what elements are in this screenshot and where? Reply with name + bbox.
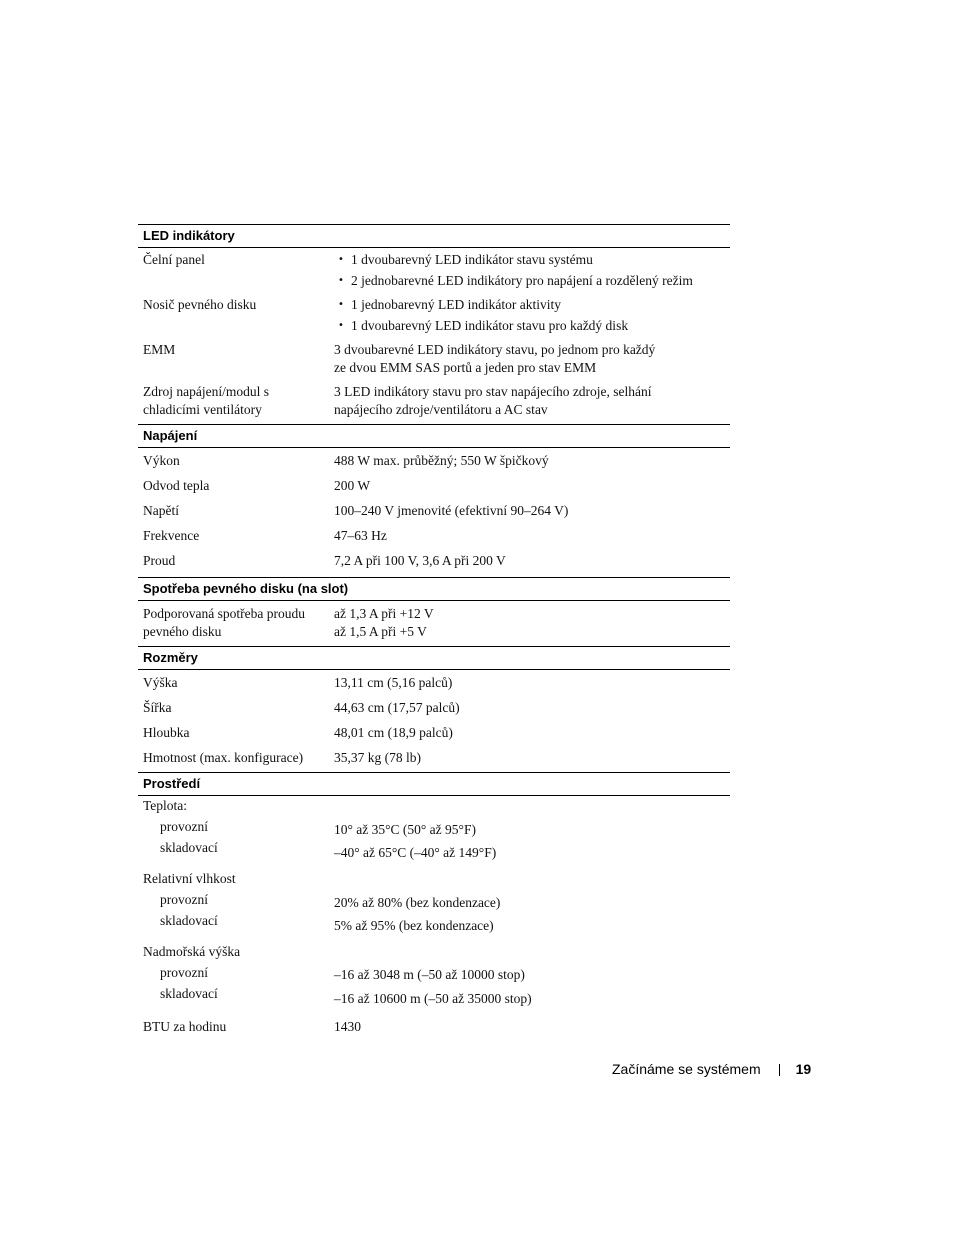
page-number: 19	[795, 1061, 812, 1077]
row-label: Napětí	[143, 503, 179, 518]
row-value: –16 až 3048 m (–50 až 10000 stop)	[334, 967, 525, 982]
sub-label: provozní	[160, 892, 208, 907]
row-label: Frekvence	[143, 528, 200, 543]
humidity-group	[138, 870, 730, 935]
row-value: 47–63 Hz	[334, 528, 387, 543]
dimension-rows	[138, 670, 730, 772]
group-heading-row	[138, 943, 730, 964]
label-line: Podporovaná spotřeba proudu	[143, 606, 305, 621]
group-heading-row	[138, 870, 730, 891]
env-row	[138, 964, 730, 985]
footer-title: Začínáme se systémem	[612, 1061, 761, 1077]
page-footer	[612, 1061, 811, 1077]
value-line: napájecího zdroje/ventilátoru a AC stav	[334, 401, 548, 417]
bullet-list	[334, 251, 730, 292]
dimension-row	[138, 672, 730, 697]
row-label	[138, 383, 334, 418]
specifications-table	[138, 224, 730, 1036]
power-row	[138, 475, 730, 500]
dimension-row	[138, 747, 730, 772]
section-heading-led: LED indikátory	[138, 224, 730, 248]
row-label: Hmotnost (max. konfigurace)	[143, 750, 304, 765]
env-row	[138, 839, 730, 862]
led-row-front-panel	[138, 250, 730, 292]
row-label: EMM	[143, 342, 176, 357]
row-value: 7,2 A při 100 V, 3,6 A při 200 V	[334, 553, 506, 568]
value-line: až 1,3 A při +12 V	[334, 606, 434, 621]
row-value	[334, 605, 730, 640]
footer-divider	[779, 1064, 780, 1076]
env-row	[138, 818, 730, 839]
row-value: 1430	[334, 1019, 361, 1034]
row-label: BTU za hodinu	[143, 1019, 227, 1034]
power-row	[138, 550, 730, 575]
environment-rows	[138, 796, 730, 1036]
label-line: pevného disku	[143, 623, 222, 639]
section-heading-drive-power: Spotřeba pevného disku (na slot)	[138, 577, 730, 601]
row-label: Nosič pevného disku	[143, 297, 257, 312]
label-line: Zdroj napájení/modul s	[143, 384, 269, 399]
power-rows	[138, 448, 730, 577]
led-row-drive-carrier	[138, 292, 730, 337]
value-line: až 1,5 A při +5 V	[334, 623, 427, 639]
label-line: chladicími ventilátory	[143, 401, 262, 417]
row-value: 10° až 35°C (50° až 95°F)	[334, 822, 476, 837]
power-row	[138, 500, 730, 525]
row-label: Hloubka	[143, 725, 190, 740]
row-value: 35,37 kg (78 lb)	[334, 750, 421, 765]
value-line: 3 dvoubarevné LED indikátory stavu, po jednom pro každý	[334, 342, 656, 357]
sub-label: skladovací	[160, 913, 218, 928]
group-label: Nadmořská výška	[143, 944, 241, 959]
value-line: ze dvou EMM SAS portů a jeden pro stav EMM	[334, 359, 597, 375]
bullet-list	[334, 296, 730, 337]
temperature-group	[138, 797, 730, 862]
value-line: 3 LED indikátory stavu pro stav napájecího zdroje, selhání	[334, 384, 652, 399]
btu-row	[138, 1016, 730, 1036]
row-label: Proud	[143, 553, 176, 568]
drive-rows	[138, 601, 730, 646]
row-value	[334, 296, 730, 337]
section-heading-power: Napájení	[138, 424, 730, 448]
power-row	[138, 450, 730, 475]
led-rows	[138, 248, 730, 424]
section-heading-environment: Prostředí	[138, 772, 730, 796]
group-label: Relativní vlhkost	[143, 871, 236, 886]
row-value: 48,01 cm (18,9 palců)	[334, 725, 453, 740]
sub-label: provozní	[160, 965, 208, 980]
row-label: Výška	[143, 675, 178, 690]
row-value: –40° až 65°C (–40° až 149°F)	[334, 845, 497, 860]
row-label: Výkon	[143, 453, 180, 468]
group-label: Teplota:	[143, 798, 188, 813]
row-value: –16 až 10600 m (–50 až 35000 stop)	[334, 991, 532, 1006]
row-value: 5% až 95% (bez kondenzace)	[334, 918, 494, 933]
row-value: 44,63 cm (17,57 palců)	[334, 700, 460, 715]
power-row	[138, 525, 730, 550]
env-row	[138, 891, 730, 912]
drive-row	[138, 603, 730, 646]
dimension-row	[138, 722, 730, 747]
altitude-group	[138, 943, 730, 1008]
row-label: Šířka	[143, 700, 172, 715]
env-row	[138, 985, 730, 1008]
row-value	[334, 251, 730, 292]
env-row	[138, 912, 730, 935]
row-label: Odvod tepla	[143, 478, 210, 493]
sub-label: skladovací	[160, 840, 218, 855]
row-value	[334, 383, 730, 418]
dimension-row	[138, 697, 730, 722]
bullet-item: • 1 dvoubarevný LED indikátor stavu systému	[334, 251, 730, 272]
row-value: 488 W max. průběžný; 550 W špičkový	[334, 453, 549, 468]
bullet-item: • 1 dvoubarevný LED indikátor stavu pro každý disk	[334, 317, 730, 338]
row-value: 13,11 cm (5,16 palců)	[334, 675, 453, 690]
sub-label: skladovací	[160, 986, 218, 1001]
row-value: 100–240 V jmenovité (efektivní 90–264 V)	[334, 503, 569, 518]
row-value	[334, 341, 730, 376]
bullet-item: • 2 jednobarevné LED indikátory pro napájení a rozdělený režim	[334, 272, 730, 293]
row-label: Čelní panel	[143, 252, 205, 267]
bullet-item: • 1 jednobarevný LED indikátor aktivity	[334, 296, 730, 317]
sub-label: provozní	[160, 819, 208, 834]
led-row-emm	[138, 337, 730, 376]
row-label	[138, 605, 334, 640]
row-value: 200 W	[334, 478, 371, 493]
section-heading-dimensions: Rozměry	[138, 646, 730, 670]
led-row-power-supply	[138, 376, 730, 424]
row-value: 20% až 80% (bez kondenzace)	[334, 895, 501, 910]
group-heading-row	[138, 797, 730, 818]
